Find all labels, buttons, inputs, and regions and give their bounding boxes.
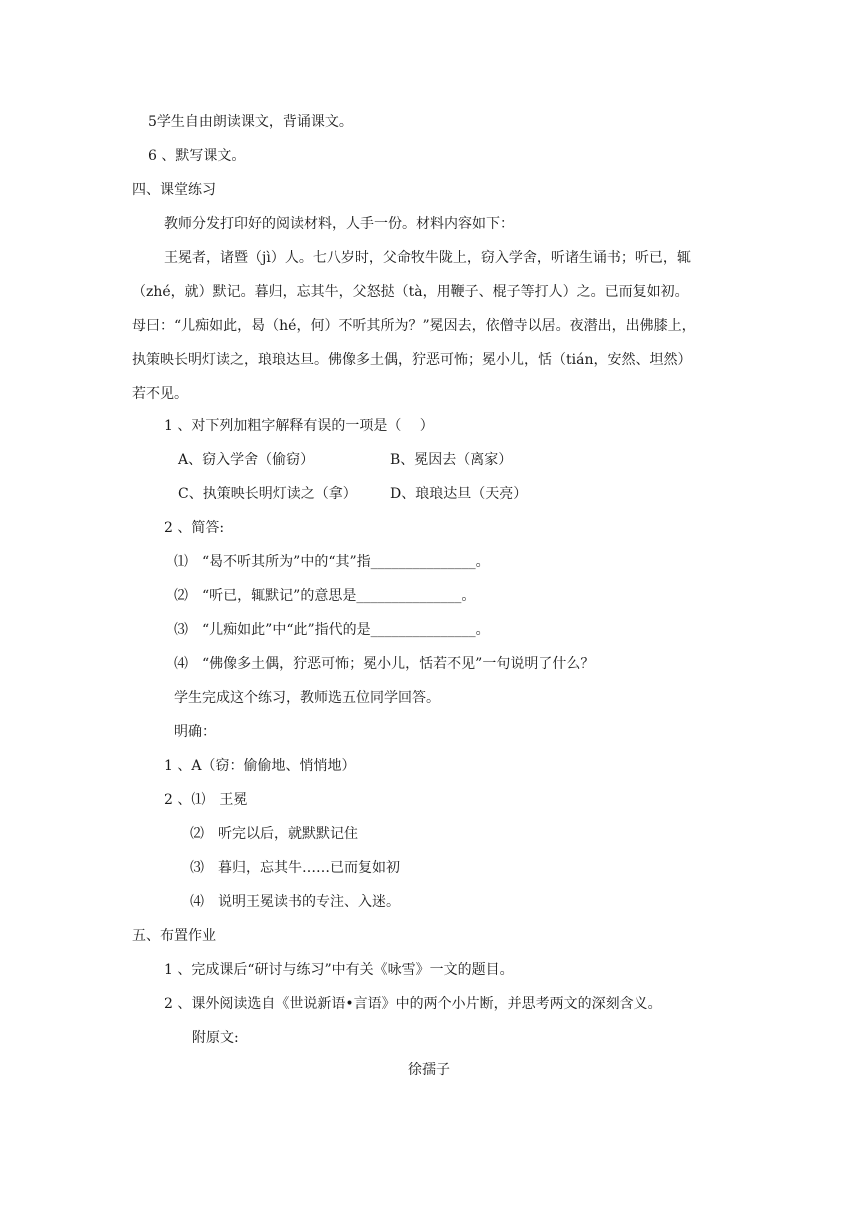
intro-paragraph: 教师分发打印好的阅读材料，人手一份。材料内容如下：: [164, 216, 514, 232]
homework-1: 1 、完成课后“研讨与练习”中有关《咏雪》一文的题目。: [164, 962, 514, 978]
passage-line: 王冕者，诸暨（jì）人。七八岁时，父命牧牛陇上，窃入学舍，听诸生诵书；听已，辄: [164, 250, 691, 266]
answer-2-item: ⑶ 暮归，忘其牛……已而复如初: [190, 860, 400, 876]
homework-2: 2 、课外阅读选自《世说新语•言语》中的两个小片断，并思考两文的深刻含义。: [164, 996, 662, 1012]
question-2-item: ⑴ “曷不听其所为”中的“其”指_______________。: [174, 554, 490, 570]
question-2-item: ⑵ “听已，辄默记”的意思是_______________。: [174, 588, 476, 604]
answer-1: 1 、A（窃：偷偷地、悄悄地）: [164, 758, 356, 774]
section-heading-5: 五、布置作业: [132, 928, 216, 944]
option-b: B、冕因去（离家）: [390, 452, 513, 468]
answer-2: 2 、⑴ 王冕: [164, 792, 248, 808]
question-2-item: ⑶ “儿痴如此”中“此”指代的是_______________。: [174, 622, 490, 638]
answer-2-item: ⑵ 听完以后，就默默记住: [190, 826, 358, 842]
step-5: 5学生自由朗读课文，背诵课文。: [148, 114, 353, 130]
option-c: C、执策映长明灯读之（拿）: [178, 486, 357, 502]
clarify-label: 明确：: [174, 724, 216, 740]
finish-note: 学生完成这个练习，教师选五位同学回答。: [174, 690, 440, 706]
appendix-label: 附原文:: [192, 1030, 239, 1046]
question-1: 1 、对下列加粗字解释有误的一项是（ ）: [164, 418, 434, 434]
appendix-title: 徐孺子: [408, 1062, 450, 1078]
passage-line: （zhé，就）默记。暮归，忘其牛，父怒挞（tà，用鞭子、棍子等打人）之。已而复如初。: [132, 284, 689, 300]
option-d: D、琅琅达旦（天亮）: [390, 486, 528, 502]
option-a: A、窃入学舍（偷窃）: [178, 452, 315, 468]
question-2-item: ⑷ “佛像多土偶，狞恶可怖；冕小儿，恬若不见”一句说明了什么？: [174, 656, 595, 672]
step-6: 6 、默写课文。: [148, 148, 246, 164]
passage-line: 母曰：“儿痴如此，曷（hé，何）不听其所为？”冕因去，依僧寺以居。夜潜出，出佛膝上，: [132, 318, 696, 334]
passage-line: 若不见。: [132, 386, 188, 402]
section-heading-4: 四、课堂练习: [132, 182, 216, 198]
answer-2-item: ⑷ 说明王冕读书的专注、入迷。: [190, 894, 400, 910]
question-2: 2 、简答:: [164, 520, 225, 536]
passage-line: 执策映长明灯读之，琅琅达旦。佛像多土偶，狞恶可怖；冕小儿，恬（tián，安然、坦然）: [132, 352, 692, 368]
